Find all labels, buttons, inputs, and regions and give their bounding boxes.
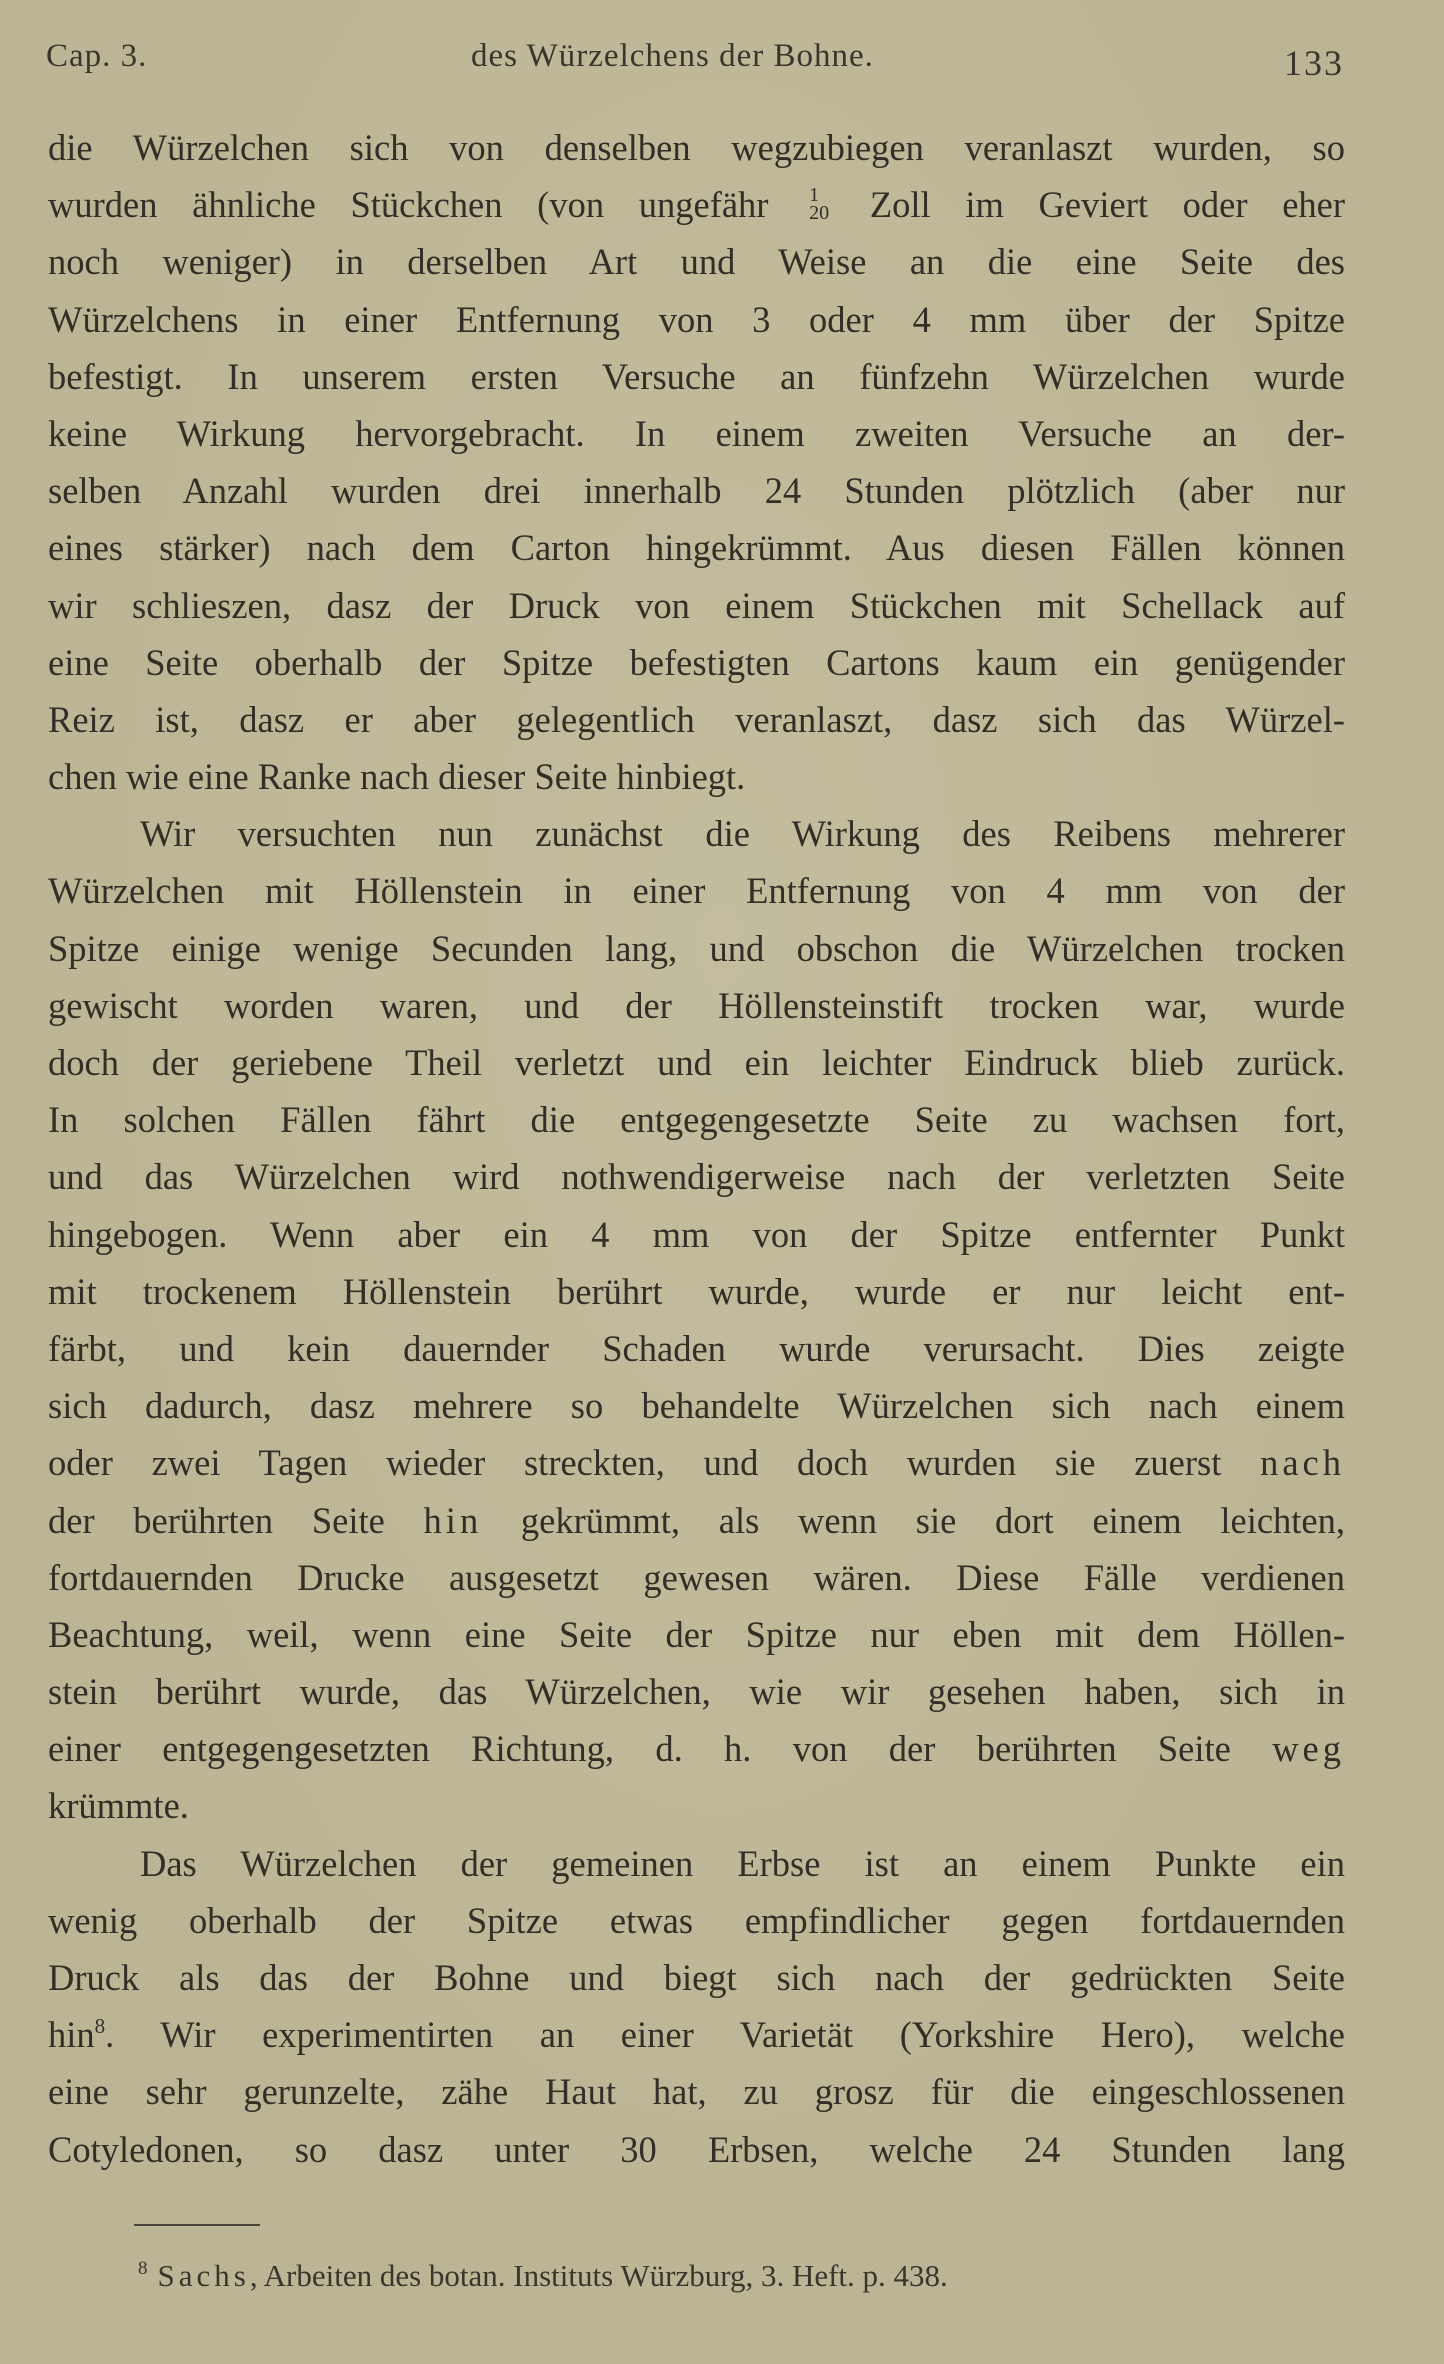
text-line: keine Wirkung hervorgebracht. In einem zweiten Versuche an der- — [48, 412, 1345, 454]
text-line: krümmte. — [48, 1785, 189, 1827]
fraction: 1 20 — [809, 184, 830, 225]
text-line: Würzelchens in einer Entfernung von 3 oder 4 mm über der Spitze — [48, 298, 1345, 340]
text-line: Druck als das der Bohne und biegt sich nach der gedrückten Seite — [48, 1957, 1345, 1998]
text-line-fraction: wurden ähnliche Stückchen (von ungefähr 1 20 Zoll im Geviert oder eher — [48, 184, 1345, 226]
footnote-ref[interactable]: 8 — [94, 2014, 106, 2039]
running-header — [46, 38, 1344, 88]
chapter-label: Cap. 3. — [46, 38, 148, 74]
text-line: färbt, und kein dauernder Schaden wurde verursacht. Dies zeigte — [48, 1327, 1345, 1369]
page-number: 133 — [1284, 43, 1344, 83]
text-line: eine Seite oberhalb der Spitze befestigten Cartons kaum ein genügender — [48, 641, 1345, 683]
text-line: Beachtung, weil, wenn eine Seite der Spitze nur eben mit dem Höllen- — [48, 1613, 1345, 1655]
spaced-word: weg — [1272, 1728, 1345, 1770]
text-line: noch weniger) in derselben Art und Weise an die eine Seite des — [48, 241, 1345, 283]
text-line-spaced: einer entgegengesetzten Richtung, d. h. von der berührten Seite weg — [48, 1728, 1345, 1770]
footnote-divider — [134, 2224, 260, 2226]
text-line: eines stärker) nach dem Carton hingekrümmt. Aus diesen Fällen können — [48, 527, 1345, 569]
text-line: befestigt. In unserem ersten Versuche an fünfzehn Würzelchen wurde — [48, 355, 1345, 397]
text-line: eine sehr gerunzelte, zähe Haut hat, zu grosz für die eingeschlossenen — [48, 2071, 1345, 2113]
paragraph-start: Das Würzelchen der gemeinen Erbse ist an einem Punkte ein — [140, 1842, 1345, 1884]
footnote-text: , Arbeiten des botan. Instituts Würzburg, 3. Heft. p. 438. — [249, 2258, 948, 2293]
text-line: doch der geriebene Theil verletzt und ein leichter Eindruck blieb zurück. — [48, 1042, 1345, 1083]
text-line: Cotyledonen, so dasz unter 30 Erbsen, welche 24 Stunden lang — [48, 2128, 1345, 2170]
text-line-spaced: der berührten Seite hin gekrümmt, als wenn sie dort einem leichten, — [48, 1499, 1345, 1541]
footnote — [138, 2258, 948, 2294]
spaced-word: hin — [423, 1499, 483, 1541]
text-line: stein berührt wurde, das Würzelchen, wie wir gesehen haben, sich in — [48, 1671, 1345, 1713]
text-line: chen wie eine Ranke nach dieser Seite hinbiegt. — [48, 756, 746, 798]
footnote-number: 8 — [138, 2258, 148, 2279]
text-line: In solchen Fällen fährt die entgegengesetzte Seite zu wachsen fort, — [48, 1099, 1345, 1141]
running-title: des Würzelchens der Bohne. — [471, 38, 874, 74]
body-text — [48, 119, 1345, 2178]
text-line: Reiz ist, dasz er aber gelegentlich veranlaszt, dasz sich das Würzel- — [48, 698, 1345, 740]
text-line: sich dadurch, dasz mehrere so behandelte Würzelchen sich nach einem — [48, 1385, 1345, 1427]
text-line: Spitze einige wenige Secunden lang, und obschon die Würzelchen trocken — [48, 927, 1345, 969]
text-line: mit trockenem Höllenstein berührt wurde, wurde er nur leicht ent- — [48, 1270, 1345, 1312]
text-line: wenig oberhalb der Spitze etwas empfindlicher gegen fortdauernden — [48, 1899, 1345, 1941]
text-line: wir schlieszen, dasz der Druck von einem Stückchen mit Schellack auf — [48, 584, 1345, 626]
text-line: die Würzelchen sich von denselben wegzubiegen veranlaszt wurden, so — [48, 127, 1345, 168]
spaced-word: nach — [1260, 1442, 1345, 1484]
text-line: Würzelchen mit Höllenstein in einer Entfernung von 4 mm von der — [48, 870, 1345, 912]
text-line-spaced: oder zwei Tagen wieder streckten, und doch wurden sie zuerst nach — [48, 1442, 1345, 1484]
text-line: fortdauernden Drucke ausgesetzt gewesen wären. Diese Fälle verdienen — [48, 1556, 1345, 1598]
text-line: und das Würzelchen wird nothwendigerweise nach der verletzten Seite — [48, 1156, 1345, 1198]
text-line: selben Anzahl wurden drei innerhalb 24 Stunden plötzlich (aber nur — [48, 470, 1345, 512]
footnote-author: Sachs — [157, 2258, 250, 2293]
text-line: hingebogen. Wenn aber ein 4 mm von der Spitze entfernter Punkt — [48, 1213, 1345, 1255]
paragraph-start: Wir versuchten nun zunächst die Wirkung des Reibens mehrerer — [140, 813, 1345, 855]
text-line: gewischt worden waren, und der Höllensteinstift trocken war, wurde — [48, 984, 1345, 1026]
text-line-footnote-ref: hin$^8$. Wir experimentirten an einer Varietät (Yorkshire Hero), welche — [48, 2014, 1345, 2056]
